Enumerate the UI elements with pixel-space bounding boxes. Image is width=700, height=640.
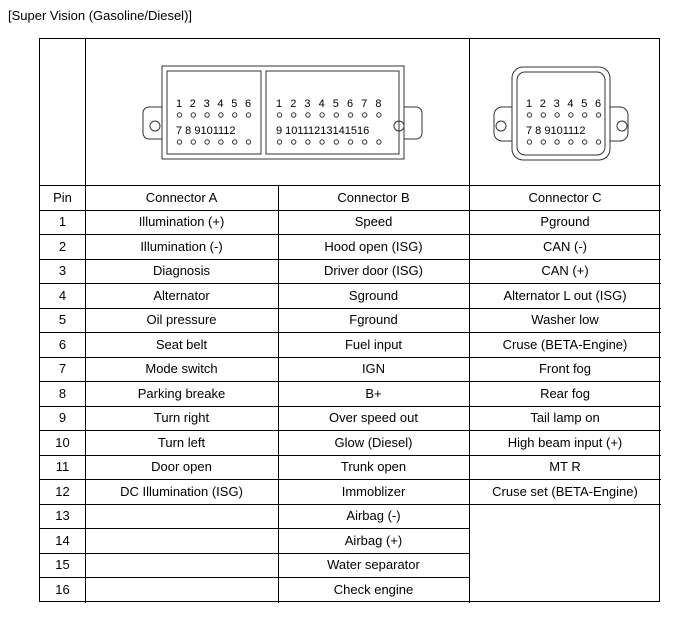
table-cell: Airbag (-) [346, 508, 401, 524]
table-cell: Hood open (ISG) [324, 238, 423, 254]
pin-hole [541, 140, 545, 144]
pin-hole [569, 140, 573, 144]
table-cell: 9 [58, 410, 67, 426]
table-cell: Front fog [538, 361, 592, 377]
pin-hole [596, 113, 600, 117]
pin-hole [233, 140, 237, 144]
pin-hole [320, 140, 324, 144]
table-cell: Diagnosis [152, 263, 211, 279]
pin-number: 2 [539, 98, 546, 110]
table-header-cell: Connector B [337, 189, 410, 205]
table-cell: Pground [540, 214, 590, 230]
pin-hole [219, 113, 223, 117]
table-cell [85, 553, 278, 578]
table-cell: Glow (Diesel) [334, 434, 413, 450]
pin-number: 6 [245, 98, 252, 110]
table-cell: Cruse (BETA-Engine) [502, 336, 628, 352]
pin-hole [377, 140, 381, 144]
pin-hole [541, 113, 545, 117]
pin-hole [177, 113, 181, 117]
connector-b-top-pins [276, 98, 382, 110]
table-cell: 7 [58, 361, 67, 377]
table-cell: Washer low [531, 312, 599, 328]
table-header-cell: Connector A [145, 189, 218, 205]
table-cell: 11 [55, 459, 70, 475]
pin-number: 7 [361, 98, 368, 110]
pin-hole [277, 140, 281, 144]
pin-number: 1 [526, 98, 533, 110]
pin-hole [334, 140, 338, 144]
table-cell: 1 [58, 214, 67, 230]
connector-c-bottom-pins: 7 8 9101112 [526, 125, 586, 137]
table-cell [469, 553, 661, 578]
table-cell: 3 [58, 263, 67, 279]
table-cell: 6 [58, 336, 67, 352]
connector-c-drawing [494, 67, 628, 160]
pin-number: 1 [176, 98, 183, 110]
table-cell: Illumination (+) [138, 214, 225, 230]
pin-hole [277, 113, 281, 117]
table-header-cell: Connector C [528, 189, 602, 205]
table-cell: CAN (+) [541, 263, 589, 279]
pinout-table [39, 38, 660, 602]
table-cell [469, 504, 661, 529]
table-cell: Illumination (-) [140, 238, 223, 254]
connector-c-top-pins [526, 98, 601, 110]
table-cell: CAN (-) [542, 238, 588, 254]
pin-number: 5 [332, 98, 339, 110]
table-cell: Seat belt [155, 336, 208, 352]
pin-hole [191, 140, 195, 144]
pin-hole [219, 140, 223, 144]
pin-number: 8 [375, 98, 382, 110]
table-cell: Tail lamp on [530, 410, 600, 426]
pin-hole [527, 113, 531, 117]
pin-hole [363, 113, 367, 117]
pin-number: 4 [567, 98, 574, 110]
table-cell [469, 528, 661, 553]
table-cell [85, 528, 278, 553]
pin-hole [320, 113, 324, 117]
table-cell: 10 [55, 434, 70, 450]
table-cell: 8 [58, 385, 67, 401]
pin-hole [191, 113, 195, 117]
table-cell [85, 577, 278, 602]
pin-hole [292, 140, 296, 144]
table-cell: Mode switch [145, 361, 218, 377]
pin-hole [596, 140, 600, 144]
pin-number: 4 [318, 98, 325, 110]
table-cell: 4 [58, 287, 67, 303]
table-cell: High beam input (+) [507, 434, 623, 450]
table-cell: Fground [349, 312, 398, 328]
connector-a-bottom-pins: 7 8 9101112 [176, 125, 236, 137]
pin-hole [334, 113, 338, 117]
pin-number: 5 [581, 98, 588, 110]
table-cell: Cruse set (BETA-Engine) [492, 483, 638, 499]
table-cell: Fuel input [344, 336, 403, 352]
table-cell: Over speed out [329, 410, 418, 426]
pin-hole [205, 140, 209, 144]
table-cell: Immoblizer [341, 483, 406, 499]
table-cell: IGN [361, 361, 386, 377]
pin-number: 2 [189, 98, 196, 110]
table-cell: Turn left [157, 434, 206, 450]
connector-b-bottom-pins: 9 10111213141516 [276, 125, 370, 137]
pin-number: 3 [203, 98, 210, 110]
table-cell: Rear fog [540, 385, 590, 401]
table-cell: 15 [55, 557, 70, 573]
pin-hole [177, 140, 181, 144]
pin-hole [583, 140, 587, 144]
pin-hole [555, 113, 559, 117]
pin-hole [363, 140, 367, 144]
table-header-cell: Pin [53, 189, 72, 205]
pin-number: 3 [304, 98, 311, 110]
table-cell: 5 [58, 312, 67, 328]
table-cell: Speed [354, 214, 393, 230]
pin-number: 3 [553, 98, 560, 110]
table-cell: 12 [55, 483, 70, 499]
pin-hole [306, 140, 310, 144]
page-title: [Super Vision (Gasoline/Diesel)] [8, 8, 193, 23]
table-cell: Driver door (ISG) [324, 263, 423, 279]
pin-hole [377, 113, 381, 117]
connector-a-top-pins [176, 98, 251, 110]
table-cell: Trunk open [340, 459, 407, 475]
pin-hole [246, 140, 250, 144]
table-cell: Airbag (+) [344, 532, 403, 548]
pin-hole [306, 113, 310, 117]
table-cell: B+ [365, 385, 382, 401]
table-cell: Door open [151, 459, 212, 475]
table-cell: 16 [55, 581, 70, 597]
pin-hole [348, 113, 352, 117]
table-cell: Oil pressure [146, 312, 217, 328]
table-cell: DC Illumination (ISG) [120, 483, 243, 499]
pin-hole [569, 113, 573, 117]
pin-hole [348, 140, 352, 144]
table-cell: Turn right [153, 410, 210, 426]
connector-ab-drawing [143, 66, 422, 159]
pin-number: 1 [276, 98, 283, 110]
table-cell: Parking breake [137, 385, 226, 401]
pin-number: 4 [217, 98, 224, 110]
pin-hole [205, 113, 209, 117]
pin-hole [246, 113, 250, 117]
table-cell: Water separator [327, 557, 420, 573]
table-cell: MT R [549, 459, 581, 475]
table-cell: 2 [58, 238, 67, 254]
pin-hole [233, 113, 237, 117]
pin-number: 6 [595, 98, 602, 110]
pin-number: 6 [347, 98, 354, 110]
pin-number: 5 [231, 98, 238, 110]
pin-hole [583, 113, 587, 117]
pin-hole [292, 113, 296, 117]
table-cell: Alternator [153, 287, 210, 303]
table-cell [85, 504, 278, 529]
table-cell: Sground [348, 287, 399, 303]
table-cell: Check engine [333, 581, 414, 597]
pin-hole [527, 140, 531, 144]
pin-number: 2 [290, 98, 297, 110]
table-cell [469, 577, 661, 602]
table-cell: 14 [55, 532, 70, 548]
table-cell: 13 [55, 508, 70, 524]
table-cell: Alternator L out (ISG) [503, 287, 627, 303]
pin-hole [555, 140, 559, 144]
connector-diagram [40, 39, 661, 185]
